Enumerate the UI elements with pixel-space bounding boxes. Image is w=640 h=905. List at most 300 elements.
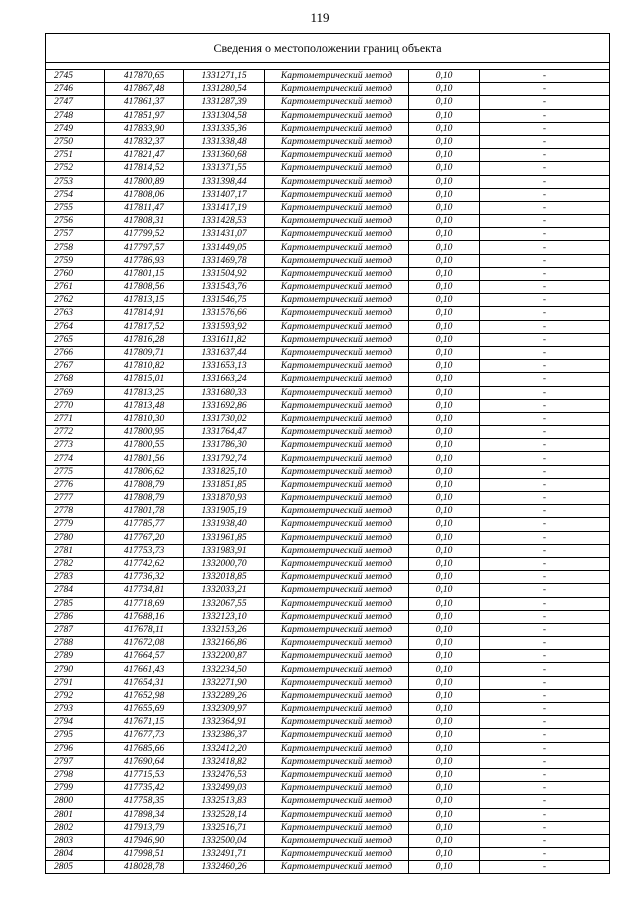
method-cell: Картометрический метод (265, 452, 409, 465)
table-row (46, 518, 609, 531)
point-number-cell: 2786 (46, 610, 105, 623)
accuracy-cell: 0,10 (409, 228, 480, 241)
y-coordinate-cell: 1332309,97 (184, 703, 265, 716)
x-coordinate-cell: 417810,30 (105, 412, 184, 425)
point-number-cell: 2777 (46, 492, 105, 505)
table-row (46, 544, 609, 557)
table-row (46, 70, 609, 83)
table-row (46, 637, 609, 650)
description-cell: - (480, 439, 610, 452)
x-coordinate-cell: 417753,73 (105, 544, 184, 557)
accuracy-cell: 0,10 (409, 544, 480, 557)
method-cell: Картометрический метод (265, 135, 409, 148)
point-number-cell: 2774 (46, 452, 105, 465)
table-row (46, 320, 609, 333)
y-coordinate-cell: 1332000,70 (184, 557, 265, 570)
x-coordinate-cell: 417758,35 (105, 795, 184, 808)
table-row (46, 241, 609, 254)
accuracy-cell: 0,10 (409, 241, 480, 254)
method-cell: Картометрический метод (265, 360, 409, 373)
table-row (46, 109, 609, 122)
accuracy-cell: 0,10 (409, 96, 480, 109)
table-row (46, 531, 609, 544)
description-cell: - (480, 584, 610, 597)
y-coordinate-cell: 1332476,53 (184, 768, 265, 781)
table-row (46, 650, 609, 663)
point-number-cell: 2780 (46, 531, 105, 544)
description-cell: - (480, 70, 610, 83)
table-row (46, 848, 609, 861)
y-coordinate-cell: 1332033,21 (184, 584, 265, 597)
x-coordinate-cell: 417816,28 (105, 333, 184, 346)
method-cell: Картометрический метод (265, 122, 409, 135)
accuracy-cell: 0,10 (409, 716, 480, 729)
y-coordinate-cell: 1331398,44 (184, 175, 265, 188)
accuracy-cell: 0,10 (409, 215, 480, 228)
description-cell: - (480, 175, 610, 188)
description-cell: - (480, 795, 610, 808)
table-row (46, 623, 609, 636)
method-cell: Картометрический метод (265, 175, 409, 188)
table-row (46, 729, 609, 742)
point-number-cell: 2787 (46, 623, 105, 636)
description-cell: - (480, 848, 610, 861)
accuracy-cell: 0,10 (409, 808, 480, 821)
accuracy-cell: 0,10 (409, 188, 480, 201)
table-row (46, 412, 609, 425)
description-cell: - (480, 465, 610, 478)
point-number-cell: 2750 (46, 135, 105, 148)
point-number-cell: 2773 (46, 439, 105, 452)
method-cell: Картометрический метод (265, 768, 409, 781)
point-number-cell: 2784 (46, 584, 105, 597)
table-row (46, 557, 609, 570)
point-number-cell: 2781 (46, 544, 105, 557)
x-coordinate-cell: 417946,90 (105, 834, 184, 847)
accuracy-cell: 0,10 (409, 637, 480, 650)
point-number-cell: 2790 (46, 663, 105, 676)
x-coordinate-cell: 417808,56 (105, 281, 184, 294)
point-number-cell: 2788 (46, 637, 105, 650)
y-coordinate-cell: 1332491,71 (184, 848, 265, 861)
accuracy-cell: 0,10 (409, 597, 480, 610)
y-coordinate-cell: 1332018,85 (184, 571, 265, 584)
y-coordinate-cell: 1332123,10 (184, 610, 265, 623)
y-coordinate-cell: 1332499,03 (184, 782, 265, 795)
description-cell: - (480, 254, 610, 267)
y-coordinate-cell: 1331851,85 (184, 478, 265, 491)
table-row (46, 254, 609, 267)
method-cell: Картометрический метод (265, 386, 409, 399)
accuracy-cell: 0,10 (409, 795, 480, 808)
method-cell: Картометрический метод (265, 478, 409, 491)
method-cell: Картометрический метод (265, 623, 409, 636)
method-cell: Картометрический метод (265, 571, 409, 584)
accuracy-cell: 0,10 (409, 439, 480, 452)
y-coordinate-cell: 1331870,93 (184, 492, 265, 505)
x-coordinate-cell: 417809,71 (105, 346, 184, 359)
description-cell: - (480, 135, 610, 148)
x-coordinate-cell: 417806,62 (105, 465, 184, 478)
table-row (46, 149, 609, 162)
accuracy-cell: 0,10 (409, 742, 480, 755)
table-row (46, 478, 609, 491)
description-cell: - (480, 755, 610, 768)
y-coordinate-cell: 1331417,19 (184, 201, 265, 214)
accuracy-cell: 0,10 (409, 201, 480, 214)
table-row (46, 201, 609, 214)
accuracy-cell: 0,10 (409, 505, 480, 518)
point-number-cell: 2792 (46, 689, 105, 702)
table-row (46, 267, 609, 280)
point-number-cell: 2766 (46, 346, 105, 359)
table-row (46, 96, 609, 109)
description-cell: - (480, 215, 610, 228)
table-row (46, 360, 609, 373)
table-row (46, 439, 609, 452)
description-cell: - (480, 360, 610, 373)
y-coordinate-cell: 1331653,13 (184, 360, 265, 373)
x-coordinate-cell: 417655,69 (105, 703, 184, 716)
description-cell: - (480, 676, 610, 689)
y-coordinate-cell: 1332067,55 (184, 597, 265, 610)
table-row (46, 742, 609, 755)
y-coordinate-cell: 1332271,90 (184, 676, 265, 689)
x-coordinate-cell: 417813,15 (105, 294, 184, 307)
description-cell: - (480, 452, 610, 465)
description-cell: - (480, 149, 610, 162)
description-cell: - (480, 109, 610, 122)
table-row (46, 228, 609, 241)
y-coordinate-cell: 1332516,71 (184, 821, 265, 834)
method-cell: Картометрический метод (265, 821, 409, 834)
method-cell: Картометрический метод (265, 782, 409, 795)
y-coordinate-cell: 1332289,26 (184, 689, 265, 702)
table-row (46, 768, 609, 781)
table-row (46, 808, 609, 821)
method-cell: Картометрический метод (265, 848, 409, 861)
description-cell: - (480, 768, 610, 781)
accuracy-cell: 0,10 (409, 571, 480, 584)
point-number-cell: 2762 (46, 294, 105, 307)
table-row (46, 83, 609, 96)
method-cell: Картометрический метод (265, 254, 409, 267)
accuracy-cell: 0,10 (409, 70, 480, 83)
y-coordinate-cell: 1332418,82 (184, 755, 265, 768)
y-coordinate-cell: 1331543,76 (184, 281, 265, 294)
description-cell: - (480, 492, 610, 505)
y-coordinate-cell: 1331287,39 (184, 96, 265, 109)
table-row (46, 452, 609, 465)
description-cell: - (480, 228, 610, 241)
point-number-cell: 2758 (46, 241, 105, 254)
y-coordinate-cell: 1331730,02 (184, 412, 265, 425)
y-coordinate-cell: 1332528,14 (184, 808, 265, 821)
description-cell: - (480, 96, 610, 109)
accuracy-cell: 0,10 (409, 755, 480, 768)
method-cell: Картометрический метод (265, 637, 409, 650)
point-number-cell: 2796 (46, 742, 105, 755)
method-cell: Картометрический метод (265, 492, 409, 505)
x-coordinate-cell: 417832,37 (105, 135, 184, 148)
y-coordinate-cell: 1331304,58 (184, 109, 265, 122)
point-number-cell: 2753 (46, 175, 105, 188)
method-cell: Картометрический метод (265, 412, 409, 425)
description-cell: - (480, 571, 610, 584)
point-number-cell: 2802 (46, 821, 105, 834)
accuracy-cell: 0,10 (409, 175, 480, 188)
table-row (46, 492, 609, 505)
y-coordinate-cell: 1332234,50 (184, 663, 265, 676)
x-coordinate-cell: 417685,66 (105, 742, 184, 755)
y-coordinate-cell: 1331692,86 (184, 399, 265, 412)
description-cell: - (480, 386, 610, 399)
description-cell: - (480, 729, 610, 742)
point-number-cell: 2761 (46, 281, 105, 294)
y-coordinate-cell: 1331271,15 (184, 70, 265, 83)
method-cell: Картометрический метод (265, 241, 409, 254)
x-coordinate-cell: 417767,20 (105, 531, 184, 544)
table-row (46, 689, 609, 702)
y-coordinate-cell: 1332386,37 (184, 729, 265, 742)
description-cell: - (480, 518, 610, 531)
x-coordinate-cell: 417718,69 (105, 597, 184, 610)
point-number-cell: 2752 (46, 162, 105, 175)
x-coordinate-cell: 417870,65 (105, 70, 184, 83)
description-cell: - (480, 834, 610, 847)
description-cell: - (480, 83, 610, 96)
method-cell: Картометрический метод (265, 861, 409, 874)
description-cell: - (480, 505, 610, 518)
x-coordinate-cell: 417813,25 (105, 386, 184, 399)
method-cell: Картометрический метод (265, 531, 409, 544)
y-coordinate-cell: 1331961,85 (184, 531, 265, 544)
description-cell: - (480, 782, 610, 795)
x-coordinate-cell: 417814,91 (105, 307, 184, 320)
method-cell: Картометрический метод (265, 808, 409, 821)
method-cell: Картометрический метод (265, 544, 409, 557)
method-cell: Картометрический метод (265, 557, 409, 570)
point-number-cell: 2795 (46, 729, 105, 742)
point-number-cell: 2759 (46, 254, 105, 267)
y-coordinate-cell: 1331546,75 (184, 294, 265, 307)
method-cell: Картометрический метод (265, 307, 409, 320)
method-cell: Картометрический метод (265, 281, 409, 294)
method-cell: Картометрический метод (265, 320, 409, 333)
y-coordinate-cell: 1332200,87 (184, 650, 265, 663)
table-row (46, 386, 609, 399)
table-row (46, 215, 609, 228)
point-number-cell: 2746 (46, 83, 105, 96)
x-coordinate-cell: 417652,98 (105, 689, 184, 702)
method-cell: Картометрический метод (265, 597, 409, 610)
point-number-cell: 2751 (46, 149, 105, 162)
description-cell: - (480, 557, 610, 570)
point-number-cell: 2797 (46, 755, 105, 768)
x-coordinate-cell: 417817,52 (105, 320, 184, 333)
table-row (46, 188, 609, 201)
point-number-cell: 2782 (46, 557, 105, 570)
method-cell: Картометрический метод (265, 267, 409, 280)
description-cell: - (480, 162, 610, 175)
table-row (46, 861, 609, 874)
table-row (46, 426, 609, 439)
point-number-cell: 2779 (46, 518, 105, 531)
table-row (46, 294, 609, 307)
y-coordinate-cell: 1331764,47 (184, 426, 265, 439)
table-header-gap (46, 63, 609, 70)
method-cell: Картометрический метод (265, 333, 409, 346)
method-cell: Картометрический метод (265, 755, 409, 768)
point-number-cell: 2783 (46, 571, 105, 584)
description-cell: - (480, 294, 610, 307)
x-coordinate-cell: 417800,95 (105, 426, 184, 439)
accuracy-cell: 0,10 (409, 452, 480, 465)
description-cell: - (480, 703, 610, 716)
x-coordinate-cell: 417671,15 (105, 716, 184, 729)
accuracy-cell: 0,10 (409, 703, 480, 716)
table-row (46, 795, 609, 808)
accuracy-cell: 0,10 (409, 729, 480, 742)
accuracy-cell: 0,10 (409, 663, 480, 676)
description-cell: - (480, 281, 610, 294)
point-number-cell: 2805 (46, 861, 105, 874)
accuracy-cell: 0,10 (409, 320, 480, 333)
point-number-cell: 2760 (46, 267, 105, 280)
y-coordinate-cell: 1331335,36 (184, 122, 265, 135)
description-cell: - (480, 478, 610, 491)
y-coordinate-cell: 1331611,82 (184, 333, 265, 346)
x-coordinate-cell: 417672,08 (105, 637, 184, 650)
method-cell: Картометрический метод (265, 610, 409, 623)
y-coordinate-cell: 1331905,19 (184, 505, 265, 518)
x-coordinate-cell: 417998,51 (105, 848, 184, 861)
description-cell: - (480, 663, 610, 676)
table-row (46, 175, 609, 188)
y-coordinate-cell: 1332364,91 (184, 716, 265, 729)
x-coordinate-cell: 417736,32 (105, 571, 184, 584)
table-row (46, 346, 609, 359)
description-cell: - (480, 742, 610, 755)
point-number-cell: 2748 (46, 109, 105, 122)
point-number-cell: 2769 (46, 386, 105, 399)
method-cell: Картометрический метод (265, 294, 409, 307)
description-cell: - (480, 623, 610, 636)
accuracy-cell: 0,10 (409, 584, 480, 597)
description-cell: - (480, 373, 610, 386)
x-coordinate-cell: 417808,06 (105, 188, 184, 201)
method-cell: Картометрический метод (265, 716, 409, 729)
x-coordinate-cell: 417808,31 (105, 215, 184, 228)
y-coordinate-cell: 1332412,20 (184, 742, 265, 755)
accuracy-cell: 0,10 (409, 782, 480, 795)
y-coordinate-cell: 1331593,92 (184, 320, 265, 333)
description-cell: - (480, 597, 610, 610)
accuracy-cell: 0,10 (409, 623, 480, 636)
coordinates-table-body (46, 70, 609, 873)
x-coordinate-cell: 417785,77 (105, 518, 184, 531)
point-number-cell: 2800 (46, 795, 105, 808)
y-coordinate-cell: 1331469,78 (184, 254, 265, 267)
y-coordinate-cell: 1331338,48 (184, 135, 265, 148)
description-cell: - (480, 716, 610, 729)
x-coordinate-cell: 417813,48 (105, 399, 184, 412)
y-coordinate-cell: 1332153,26 (184, 623, 265, 636)
x-coordinate-cell: 417799,52 (105, 228, 184, 241)
x-coordinate-cell: 417815,01 (105, 373, 184, 386)
boundary-table-frame (45, 33, 610, 874)
description-cell: - (480, 307, 610, 320)
y-coordinate-cell: 1331663,24 (184, 373, 265, 386)
method-cell: Картометрический метод (265, 149, 409, 162)
accuracy-cell: 0,10 (409, 821, 480, 834)
accuracy-cell: 0,10 (409, 162, 480, 175)
table-row (46, 755, 609, 768)
description-cell: - (480, 426, 610, 439)
table-row (46, 307, 609, 320)
accuracy-cell: 0,10 (409, 399, 480, 412)
x-coordinate-cell: 417861,37 (105, 96, 184, 109)
method-cell: Картометрический метод (265, 426, 409, 439)
method-cell: Картометрический метод (265, 795, 409, 808)
point-number-cell: 2747 (46, 96, 105, 109)
x-coordinate-cell: 418028,78 (105, 861, 184, 874)
table-row (46, 584, 609, 597)
description-cell: - (480, 808, 610, 821)
x-coordinate-cell: 417690,64 (105, 755, 184, 768)
x-coordinate-cell: 417898,34 (105, 808, 184, 821)
table-row (46, 122, 609, 135)
point-number-cell: 2771 (46, 412, 105, 425)
accuracy-cell: 0,10 (409, 373, 480, 386)
y-coordinate-cell: 1331431,07 (184, 228, 265, 241)
description-cell: - (480, 201, 610, 214)
y-coordinate-cell: 1331371,55 (184, 162, 265, 175)
table-row (46, 571, 609, 584)
table-row (46, 676, 609, 689)
method-cell: Картометрический метод (265, 188, 409, 201)
accuracy-cell: 0,10 (409, 478, 480, 491)
description-cell: - (480, 122, 610, 135)
x-coordinate-cell: 417814,52 (105, 162, 184, 175)
table-row (46, 333, 609, 346)
y-coordinate-cell: 1331786,30 (184, 439, 265, 452)
point-number-cell: 2803 (46, 834, 105, 847)
method-cell: Картометрический метод (265, 703, 409, 716)
accuracy-cell: 0,10 (409, 333, 480, 346)
method-cell: Картометрический метод (265, 201, 409, 214)
accuracy-cell: 0,10 (409, 149, 480, 162)
y-coordinate-cell: 1331825,10 (184, 465, 265, 478)
table-row (46, 373, 609, 386)
accuracy-cell: 0,10 (409, 267, 480, 280)
description-cell: - (480, 333, 610, 346)
x-coordinate-cell: 417913,79 (105, 821, 184, 834)
description-cell: - (480, 531, 610, 544)
y-coordinate-cell: 1331407,17 (184, 188, 265, 201)
y-coordinate-cell: 1331576,66 (184, 307, 265, 320)
y-coordinate-cell: 1332513,83 (184, 795, 265, 808)
description-cell: - (542, 862, 547, 873)
description-cell: - (480, 412, 610, 425)
accuracy-cell: 0,10 (409, 122, 480, 135)
accuracy-cell: 0,10 (409, 650, 480, 663)
accuracy-cell: 0,10 (409, 689, 480, 702)
x-coordinate-cell: 417734,81 (105, 584, 184, 597)
method-cell: Картометрический метод (265, 109, 409, 122)
method-cell: Картометрический метод (265, 70, 409, 83)
method-cell: Картометрический метод (265, 439, 409, 452)
